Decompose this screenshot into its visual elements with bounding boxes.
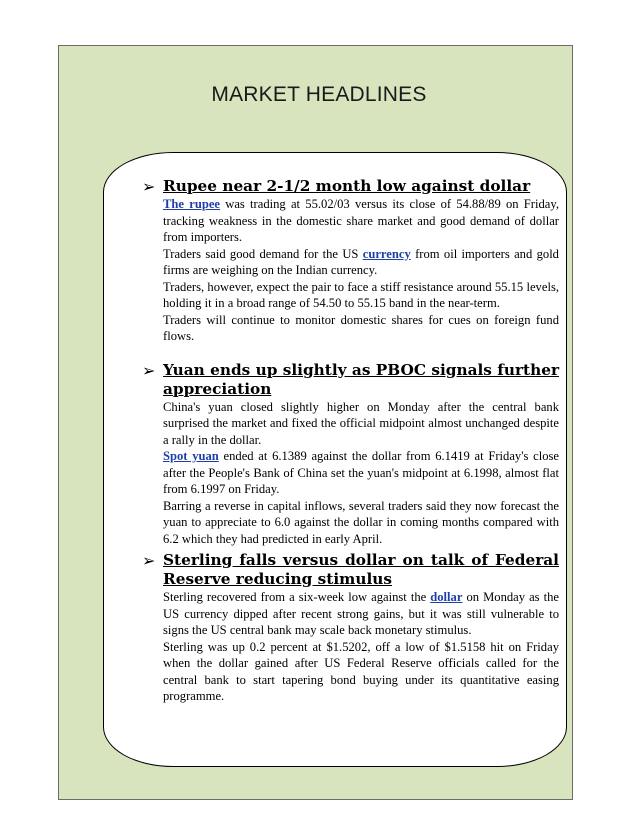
currency-link[interactable]: currency [362,246,411,261]
arrow-bullet-icon: ➢ [142,360,156,380]
article-paragraph: The rupee was trading at 55.02/03 versus its close of 54.88/89 on Friday, tracking weakness in the domestic share market and good demand of dollar from importers. [163,197,560,244]
article-rupee [142,177,559,345]
headlines-content [142,177,559,705]
article-paragraph: Traders said good demand for the US currency from oil importers and gold firms are weighing on the Indian currency. [163,246,559,277]
article-paragraph: Traders, however, expect the pair to face a stiff resistance around 55.15 levels, holding it in a broad range of 54.50 to 55.15 band in the near-term. [163,279,559,310]
article-paragraph: China's yuan closed slightly higher on Monday after the central bank surprised the market and fixed the official midpoint almost unchanged despite a rally in the dollar. [163,399,559,447]
article-headline: Yuan ends up slightly as PBOC signals further appreciation [163,360,559,398]
page-title: MARKET HEADLINES [211,83,427,106]
spot-yuan-link[interactable]: Spot yuan [163,449,219,463]
article-paragraph: Spot yuan ended at 6.1389 against the dollar from 6.1419 at Friday's close after the People's Bank of China set the yuan's midpoint at 6.1998, almost flat from 6.1997 on Friday. [163,449,559,496]
article-paragraph: Sterling was up 0.2 percent at $1.5202, off a low of $1.5158 hit on Friday when the dollar gained after US Federal Reserve officials called for the central bank to start tapering bond buying under its quantitative easing programme. [163,639,559,703]
dollar-link[interactable]: dollar [430,590,463,604]
article-paragraph: Traders will continue to monitor domestic shares for cues on foreign fund flows. [163,312,559,343]
arrow-bullet-icon: ➢ [142,551,156,570]
article-paragraph: Barring a reverse in capital inflows, several traders said they now forecast the yuan to appreciate to 6.0 against the dollar in coming months compared with 6.2 which they had predicted in early April. [163,498,559,546]
article-paragraph: Sterling recovered from a six-week low against the dollar on Monday as the US currency dipped after recent strong gains, but it was still vulnerable to signs the US central bank may scale back monetary stimulus. [163,590,560,637]
arrow-bullet-icon: ➢ [142,177,156,196]
article-yuan [142,361,559,548]
rupee-link[interactable]: The rupee [163,197,221,211]
article-headline: Sterling falls versus dollar on talk of Federal Reserve reducing stimulus [163,551,559,588]
article-sterling [142,551,559,705]
article-headline: Rupee near 2-1/2 month low against dollar [163,177,531,195]
